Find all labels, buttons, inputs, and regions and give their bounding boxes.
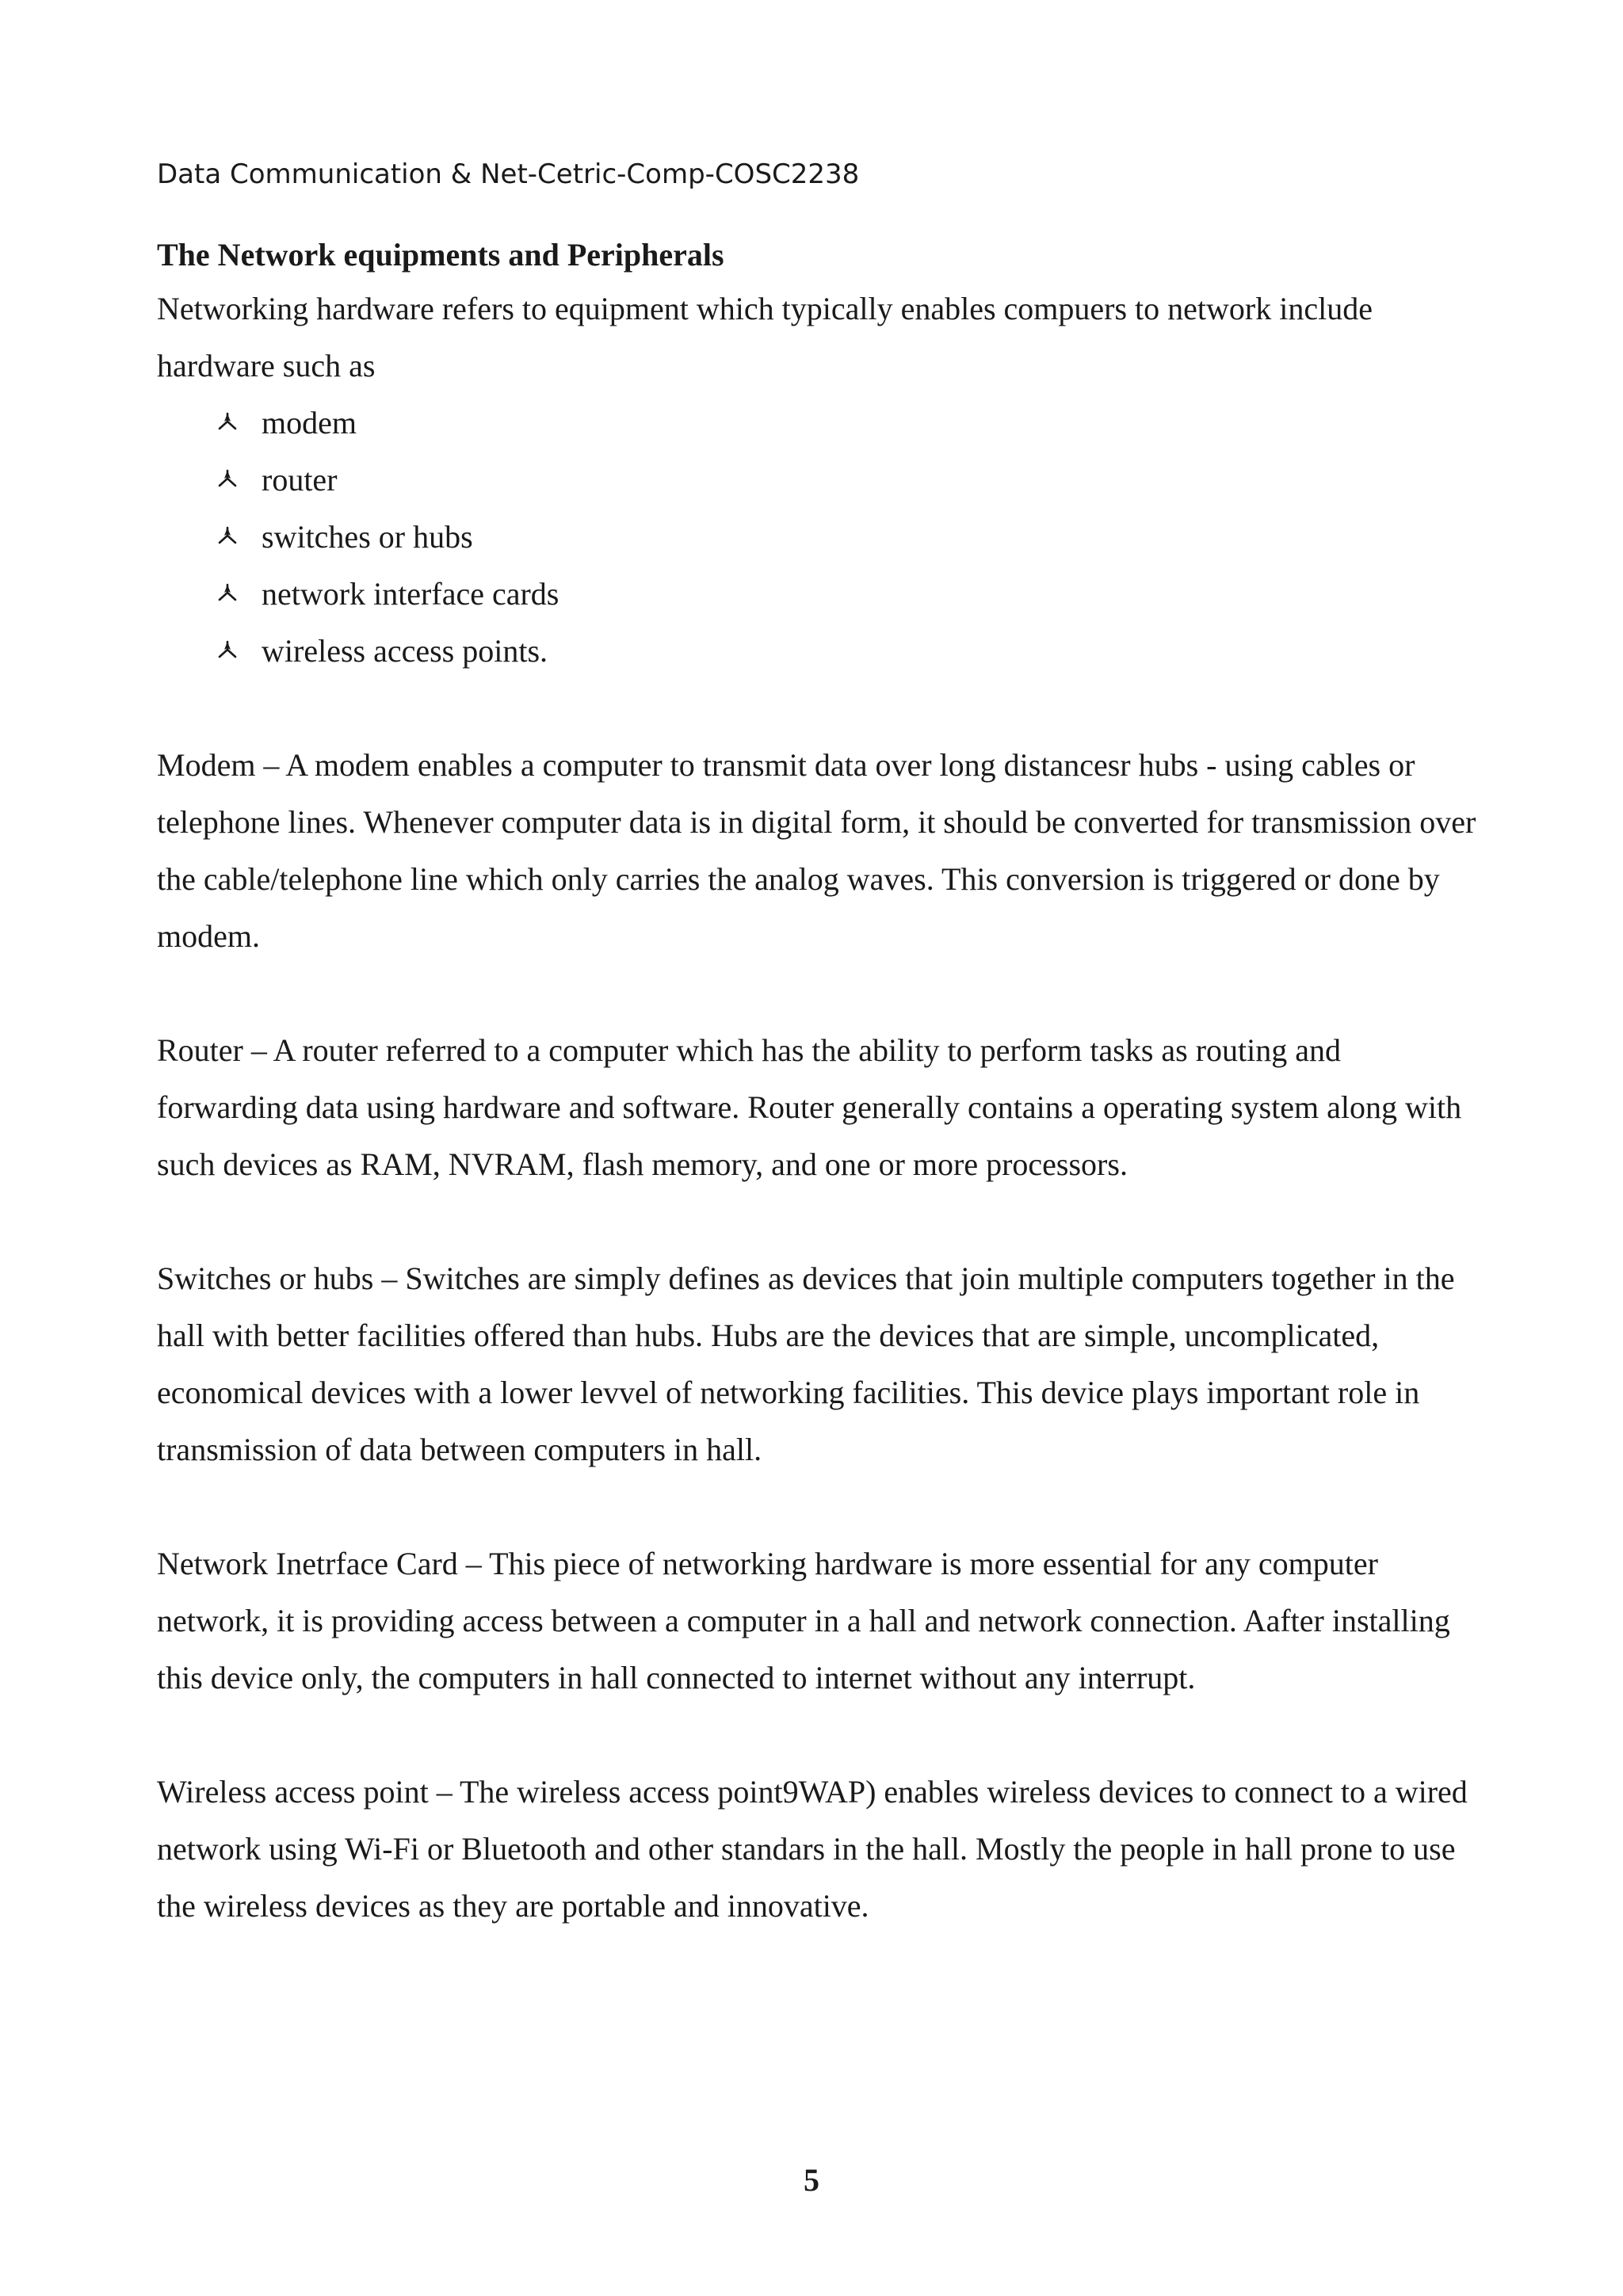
- modem-paragraph: Modem – A modem enables a computer to transmit data over long distancesr hubs - using cables or telephone lines. Whenever computer data is in digital form, it should be converted for transmission over the cable/telephone line which only carries the analog waves. This conversion is triggered or done by modem.: [157, 747, 1476, 954]
- page-header: Data Communication & Net-Cetric-Comp-COSC2238: [157, 158, 860, 190]
- list-item: [217, 566, 1488, 623]
- list-item: [217, 395, 1488, 452]
- list-item: [217, 509, 1488, 566]
- arrowhead-bullet-icon: [217, 526, 238, 545]
- nic-paragraph: Network Inetrface Card – This piece of networking hardware is more essential for any computer network, it is providing access between a computer in a hall and network connection. Aafter installing this device only, the computers in hall connected to internet without any interrupt.: [157, 1546, 1450, 1695]
- page-content: [157, 230, 1488, 1935]
- list-item-label: router: [262, 462, 338, 498]
- list-item: [217, 623, 1488, 680]
- arrowhead-bullet-icon: [217, 412, 238, 431]
- arrowhead-bullet-icon: [217, 583, 238, 602]
- list-item-label: wireless access points.: [262, 633, 548, 669]
- intro-paragraph: Networking hardware refers to equipment which typically enables compuers to network include hardware such as: [157, 291, 1373, 383]
- arrowhead-bullet-icon: [217, 469, 238, 488]
- section-title: The Network equipments and Peripherals: [157, 237, 724, 273]
- switches-paragraph: Switches or hubs – Switches are simply defines as devices that join multiple computers together in the hall with better facilities offered than hubs. Hubs are the devices that are simple, uncomplicated, economical devices with a lower levvel of networking facilities. This device plays important role in transmission of data between computers in hall.: [157, 1261, 1455, 1467]
- router-paragraph: Router – A router referred to a computer which has the ability to perform tasks as routing and forwarding data using hardware and software. Router generally contains a operating system along with such devices as RAM, NVRAM, flash memory, and one or more processors.: [157, 1032, 1462, 1182]
- list-item-label: network interface cards: [262, 576, 559, 612]
- list-item: [217, 452, 1488, 509]
- list-item-label: modem: [262, 405, 357, 441]
- arrowhead-bullet-icon: [217, 640, 238, 659]
- equipment-list: [157, 395, 1488, 680]
- wap-paragraph: Wireless access point – The wireless access point9WAP) enables wireless devices to connect to a wired network using Wi-Fi or Bluetooth and other standars in the hall. Mostly the people in hall prone to use the wireless devices as they are portable and innovative.: [157, 1774, 1468, 1924]
- page-number: 5: [804, 2162, 819, 2198]
- list-item-label: switches or hubs: [262, 519, 473, 555]
